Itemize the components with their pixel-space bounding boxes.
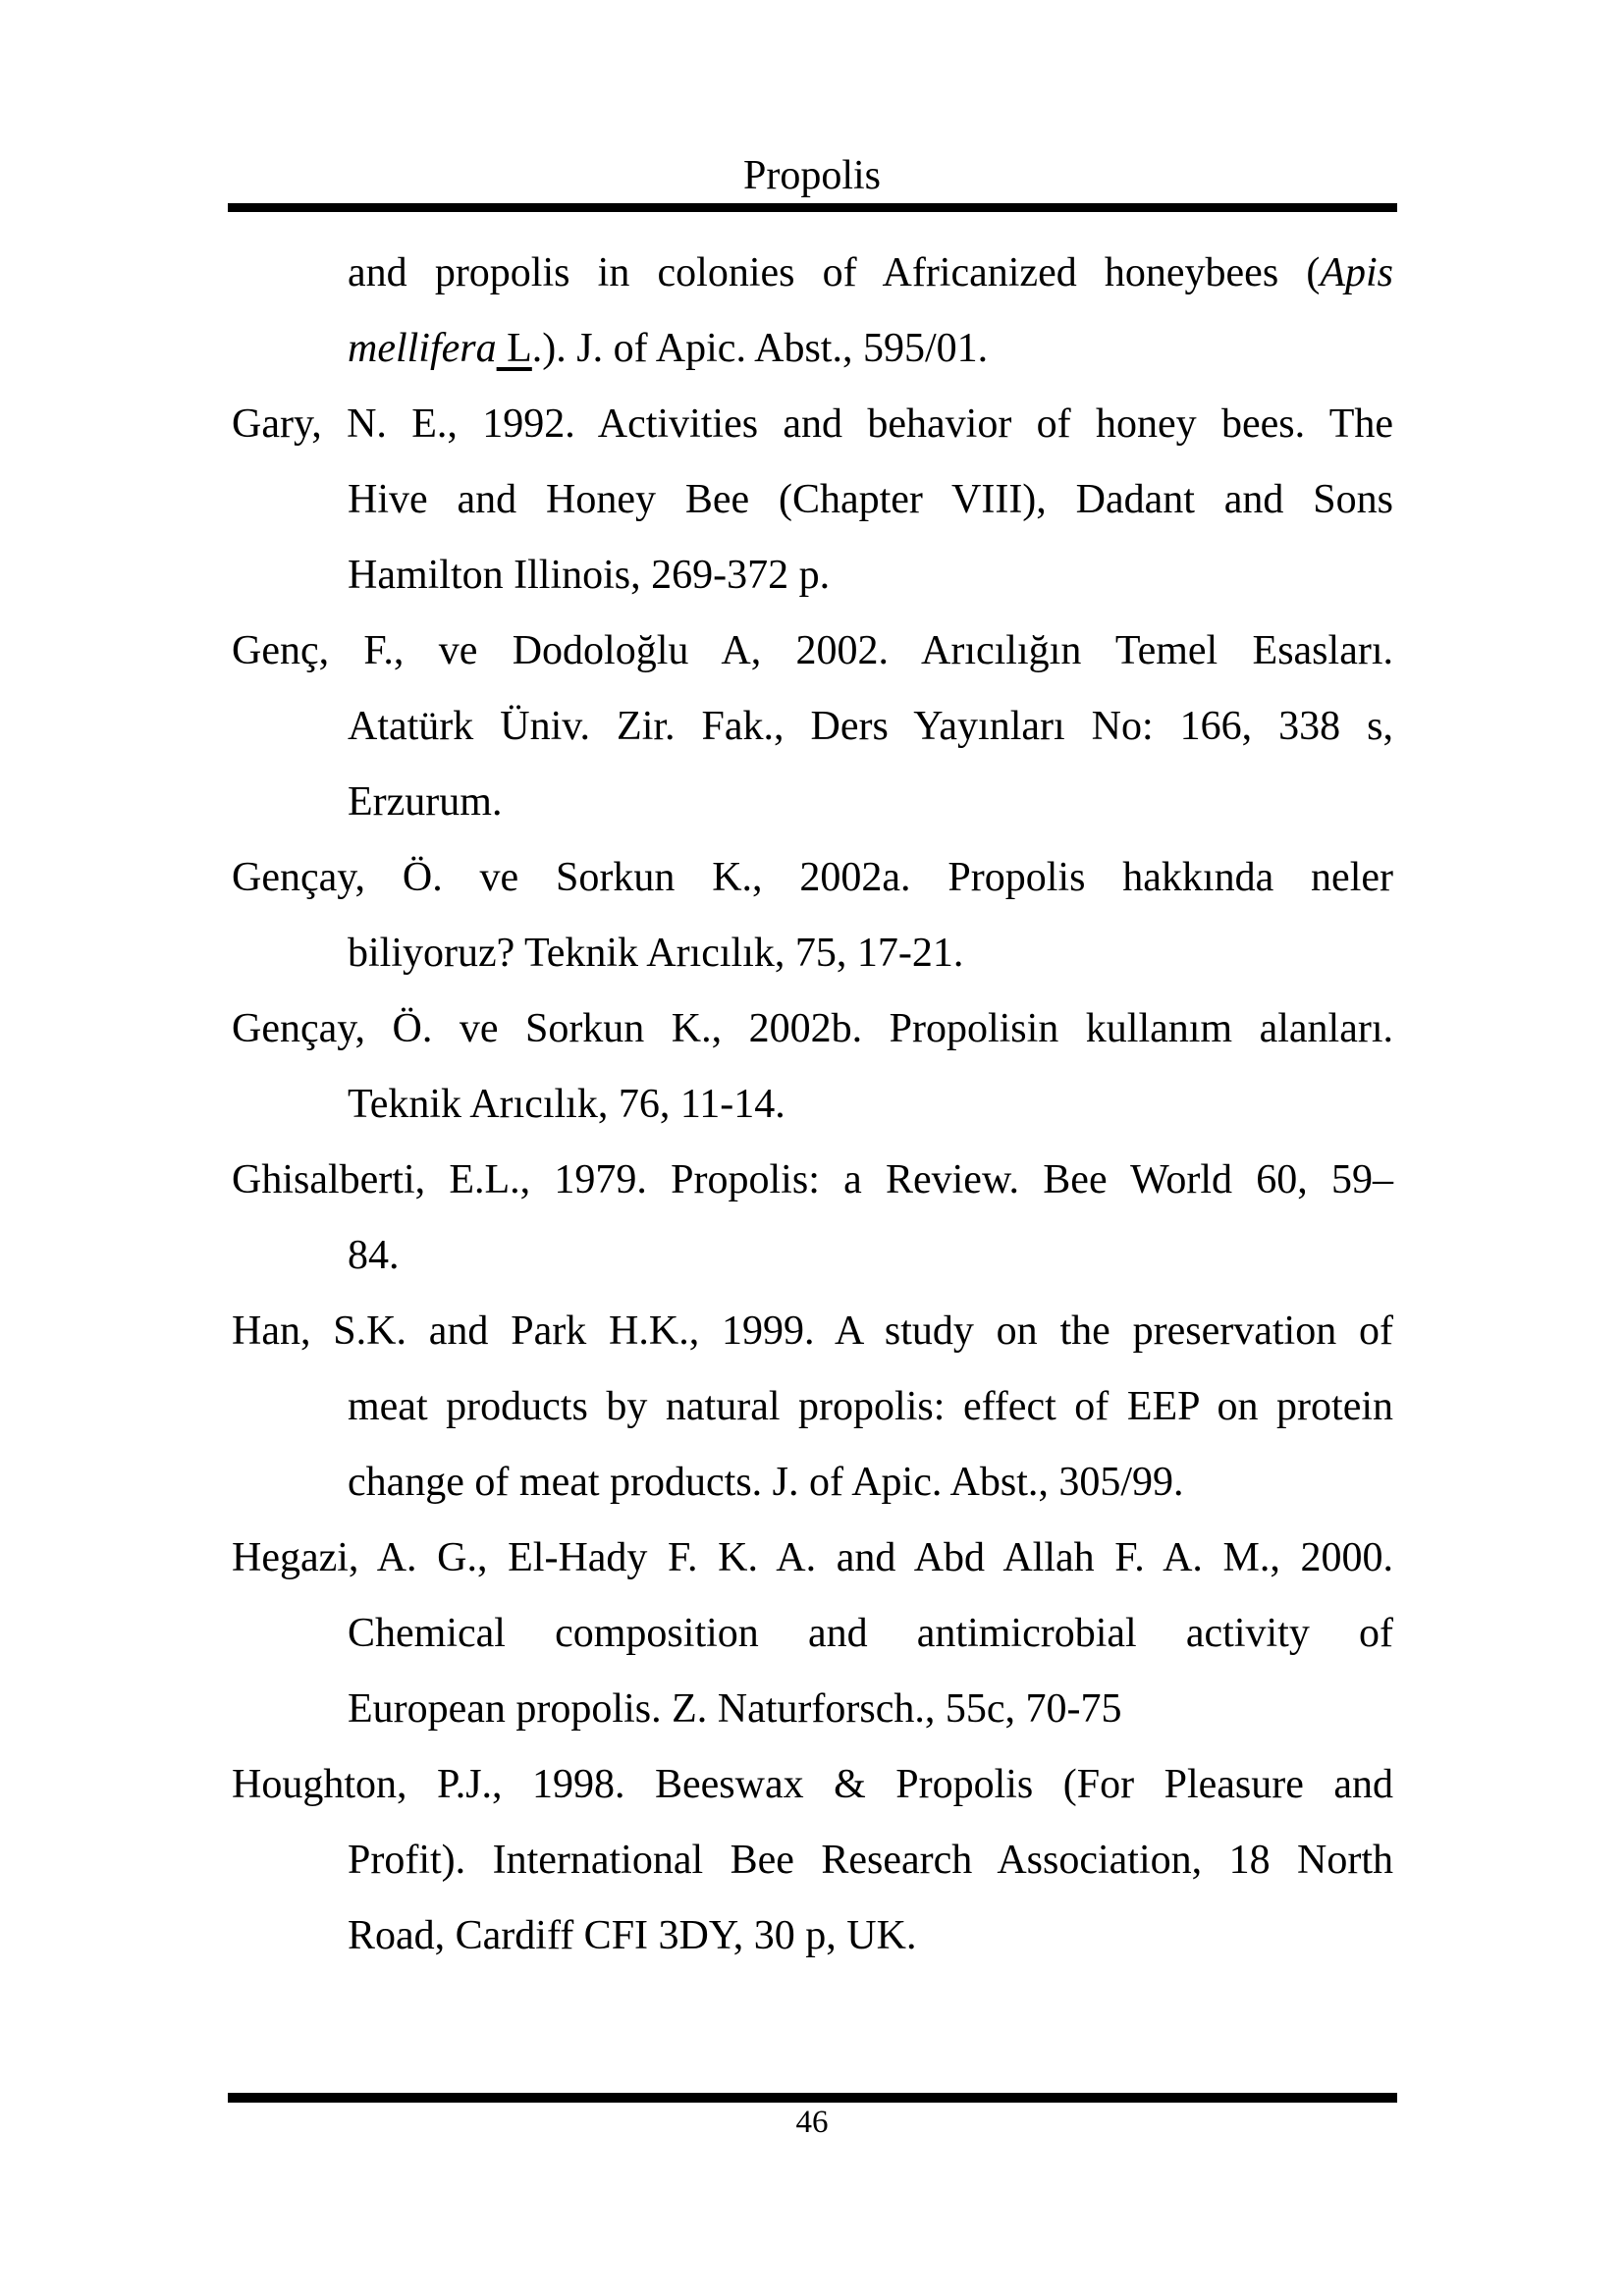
reference-entry-hegazi [232,1521,1393,1747]
reference-line: Hamilton Illinois, 269-372 p. [348,553,831,598]
reference-text: and propolis in colonies of Africanized honeybees ( [348,250,1321,295]
reference-line: Hegazi, A. G., El-Hady F. K. A. and Abd Allah F. A. M., 2000. [232,1535,1393,1580]
reference-line: 84. [348,1233,400,1278]
species-name-italic: mellifera [348,326,497,371]
reference-line: Gary, N. E., 1992. Activities and behavior of honey bees. The [232,401,1393,447]
reference-line: Genç, F., ve Dodoloğlu A, 2002. Arıcılığın Temel Esasları. [232,628,1393,673]
reference-line [232,311,1393,387]
reference-line: change of meat products. J. of Apic. Abst., 305/99. [348,1460,1184,1505]
reference-line: Gençay, Ö. ve Sorkun K., 2002a. Propolis hakkında neler [232,855,1393,900]
reference-line: Erzurum. [348,779,503,825]
reference-entry-genc [232,614,1393,840]
reference-line: European propolis. Z. Naturforsch., 55c, 70-75 [348,1686,1122,1732]
reference-line: Profit). International Bee Research Association, 18 North [348,1838,1393,1883]
page-title: Propolis [742,153,882,198]
reference-list [232,236,1393,1974]
reference-line: Chemical composition and antimicrobial activity of [348,1611,1393,1656]
reference-entry-gary [232,387,1393,614]
reference-line: Teknik Arıcılık, 76, 11-14. [348,1082,785,1127]
reference-line: Road, Cardiff CFI 3DY, 30 p, UK. [348,1913,917,1958]
header-rule [228,203,1397,212]
reference-entry-houghton [232,1747,1393,1974]
species-name-italic: Apis [1320,250,1393,295]
reference-line: meat products by natural propolis: effect of EEP on protein [348,1384,1393,1429]
underlined-text: L [496,326,532,371]
reference-line: Gençay, Ö. ve Sorkun K., 2002b. Propolisin kullanım alanları. [232,1006,1393,1051]
reference-text: .). J. of Apic. Abst., 595/01. [531,326,989,371]
reference-entry-continuation [232,236,1393,387]
reference-entry-gencay-2002b [232,991,1393,1143]
reference-line [232,236,1393,311]
page-number: 46 [795,2105,829,2140]
reference-line: biliyoruz? Teknik Arıcılık, 75, 17-21. [348,931,964,976]
reference-line: Hive and Honey Bee (Chapter VIII), Dadant and Sons [348,477,1393,522]
reference-line: Han, S.K. and Park H.K., 1999. A study on the preservation of [232,1308,1393,1354]
reference-entry-gencay-2002a [232,840,1393,991]
reference-line: Ghisalberti, E.L., 1979. Propolis: a Review. Bee World 60, 59– [232,1157,1393,1202]
reference-entry-ghisalberti [232,1143,1393,1294]
reference-line: Atatürk Üniv. Zir. Fak., Ders Yayınları No: 166, 338 s, [348,704,1393,749]
reference-entry-han [232,1294,1393,1521]
reference-line: Houghton, P.J., 1998. Beeswax & Propolis (For Pleasure and [232,1762,1393,1807]
